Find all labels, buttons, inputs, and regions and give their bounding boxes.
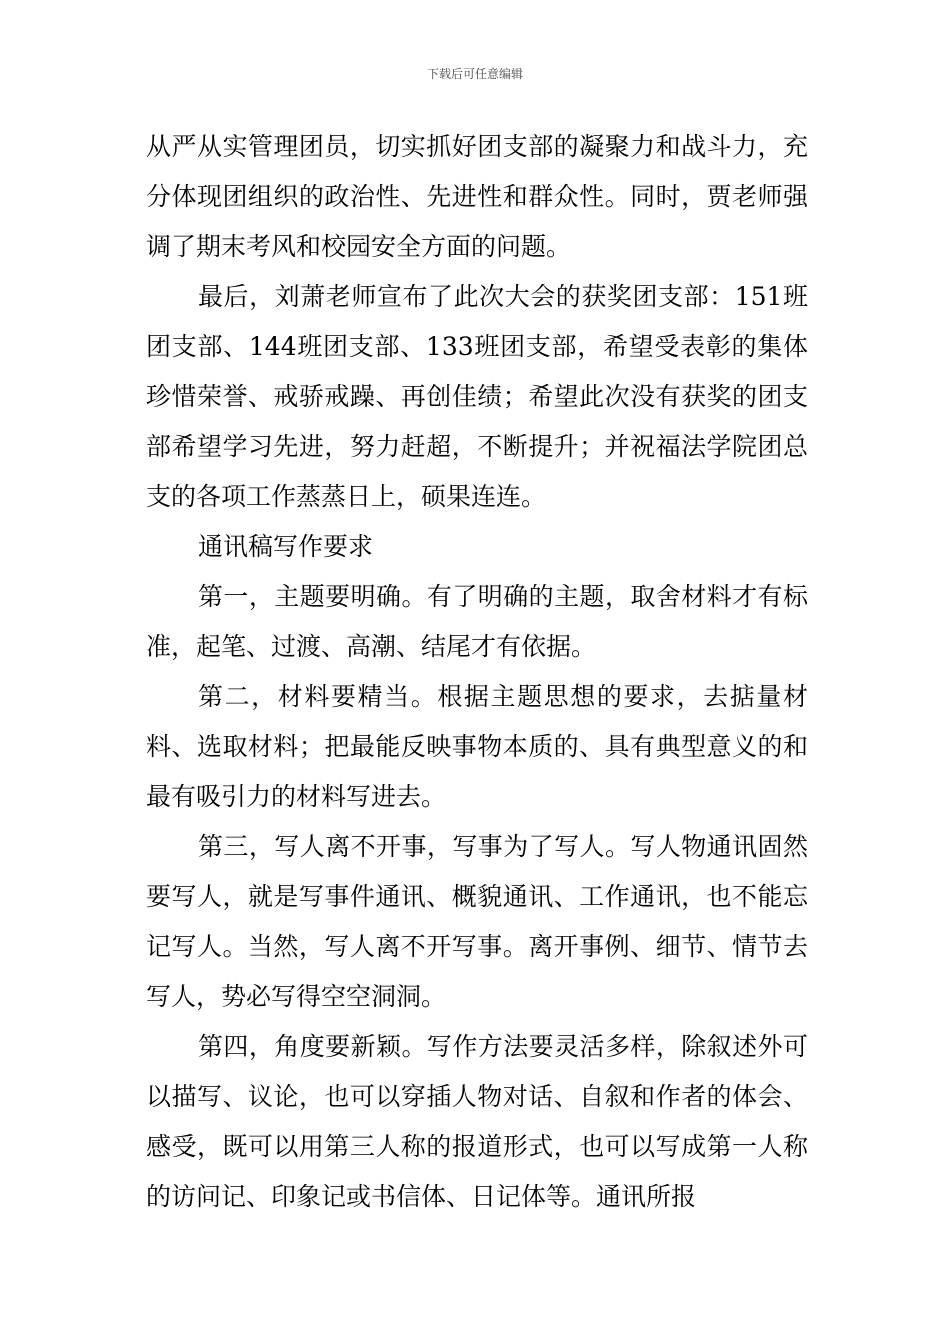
- paragraph-5: 第三，写人离不开事，写事为了写人。写人物通讯固然要写人，就是写事件通讯、概貌通讯、工作通讯，也不能忘记写人。当然，写人离不开写事。离开事例、细节、情节去写人，势必写得空空洞洞。: [146, 832, 808, 1011]
- paragraph-4: 第二，材料要精当。根据主题思想的要求，去掂量材料、选取材料；把最能反映事物本质的、具有典型意义的和最有吸引力的材料写进去。: [146, 682, 808, 811]
- section-heading: 通讯稿写作要求: [198, 532, 374, 561]
- paragraph-1: 从严从实管理团员，切实抓好团支部的凝聚力和战斗力，充分体现团组织的政治性、先进性和群众性。同时，贾老师强调了期末考风和校园安全方面的问题。: [146, 132, 808, 261]
- document-body: [146, 122, 808, 1222]
- paragraph-6: 第四，角度要新颖。写作方法要灵活多样，除叙述外可以描写、议论，也可以穿插人物对话、自叙和作者的体会、感受，既可以用第三人称的报道形式，也可以写成第一人称的访问记、印象记或书信体、日记体等。通讯所报: [146, 1032, 808, 1211]
- paragraph-3: 第一，主题要明确。有了明确的主题，取舍材料才有标准，起笔、过渡、高潮、结尾才有依据。: [146, 582, 808, 661]
- paragraph-2: 最后，刘萧老师宣布了此次大会的获奖团支部：151班团支部、144班团支部、133班团支部，希望受表彰的集体珍惜荣誉、戒骄戒躁、再创佳绩；希望此次没有获奖的团支部希望学习先进，努力赶超，不断提升；并祝福法学院团总支的各项工作蒸蒸日上，硕果连连。: [146, 282, 808, 511]
- page-header: 下载后可任意编辑: [426, 67, 523, 81]
